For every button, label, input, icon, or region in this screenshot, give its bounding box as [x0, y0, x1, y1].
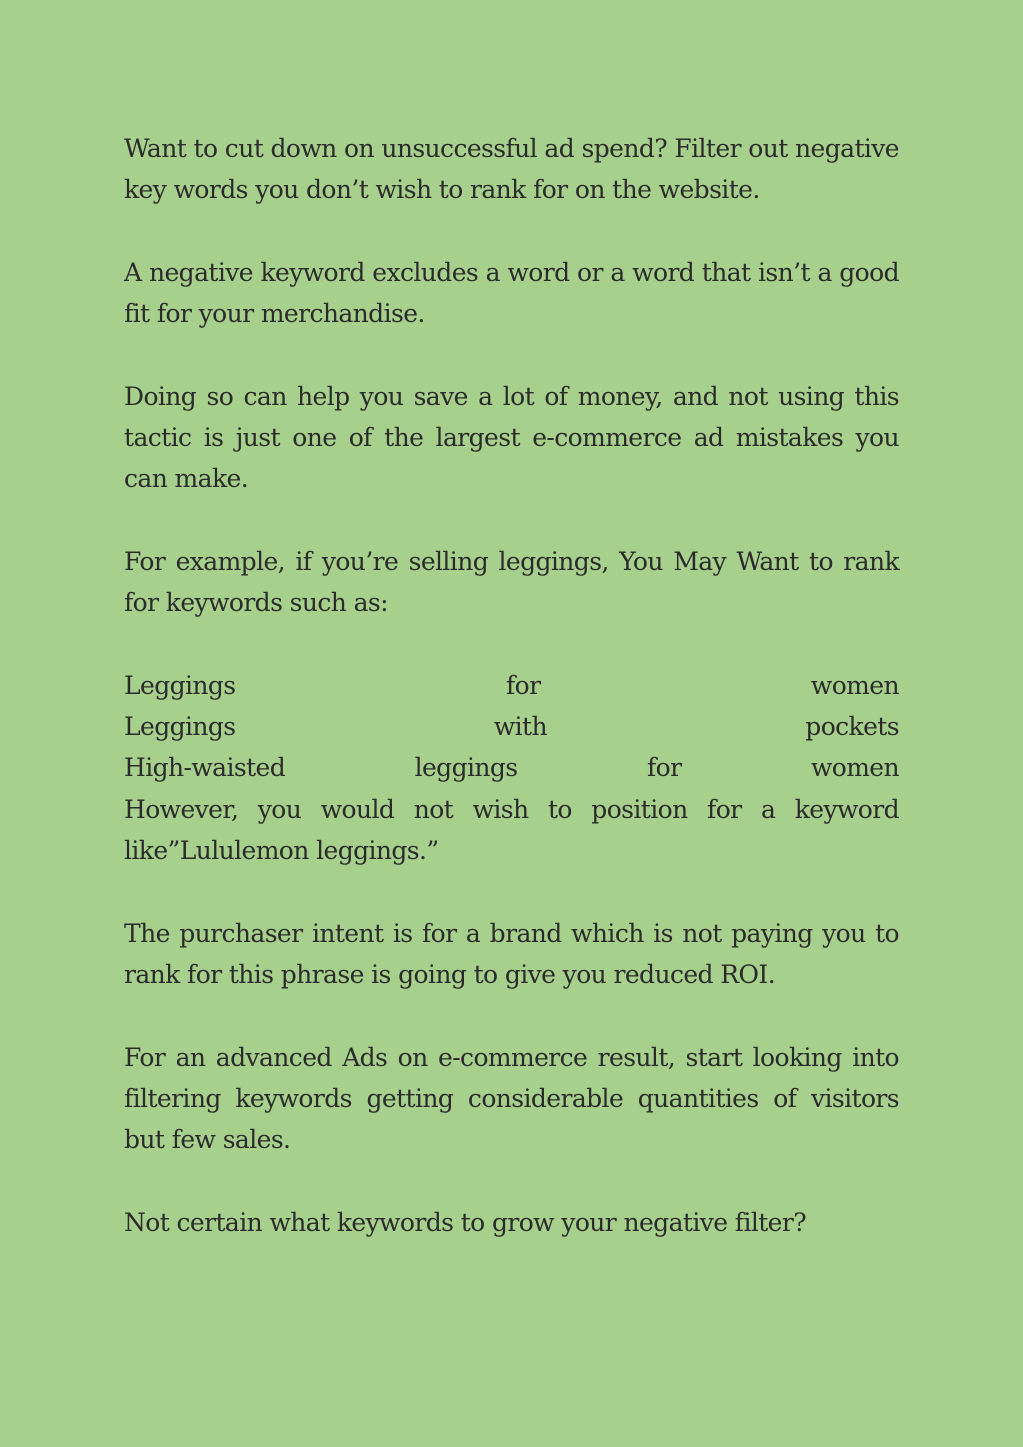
keyword-word: leggings [414, 753, 518, 783]
paragraph-negative-keywords-intro: Want to cut down on unsuccessful ad spend? Filter out negative key words you don’t wish to rank for on the website. [124, 134, 899, 205]
paragraph-closing-question: Not certain what keywords to grow your negative filter? [124, 1207, 807, 1237]
keyword-line [124, 706, 899, 747]
keyword-line [124, 747, 899, 788]
paragraph-negative-keyword-definition: A negative keyword excludes a word or a word that isn’t a good fit for your merchandise. [124, 257, 899, 329]
keyword-word: for [506, 670, 541, 700]
keyword-word: women [810, 753, 899, 783]
keyword-word: for [647, 753, 682, 783]
keyword-example-block [124, 665, 899, 871]
paragraph-advanced-filtering: For an advanced Ads on e-commerce result, start looking into filtering keywords getting considerable quantities of visitors but few sales. [124, 1042, 899, 1155]
keyword-word: Leggings [124, 712, 236, 742]
keyword-word: Leggings [124, 670, 236, 700]
paragraph-lululemon-exclusion: However, you would not wish to position for a keyword like”Lululemon leggings.” [124, 794, 899, 866]
paragraph-save-money: Doing so can help you save a lot of money, and not using this tactic is just one of the largest e-commerce ad mistakes you can make. [124, 381, 899, 494]
keyword-word: with [493, 712, 547, 742]
paragraph-leggings-example: For example, if you’re selling leggings, You May Want to rank for keywords such as: [124, 546, 899, 618]
paragraph-purchaser-intent: The purchaser intent is for a brand which is not paying you to rank for this phrase is going to give you reduced ROI. [124, 918, 899, 989]
keyword-word: High-waisted [124, 753, 286, 783]
article-body [124, 128, 899, 1243]
keyword-line [124, 665, 899, 706]
keyword-word: women [810, 670, 899, 700]
keyword-word: pockets [805, 712, 899, 742]
